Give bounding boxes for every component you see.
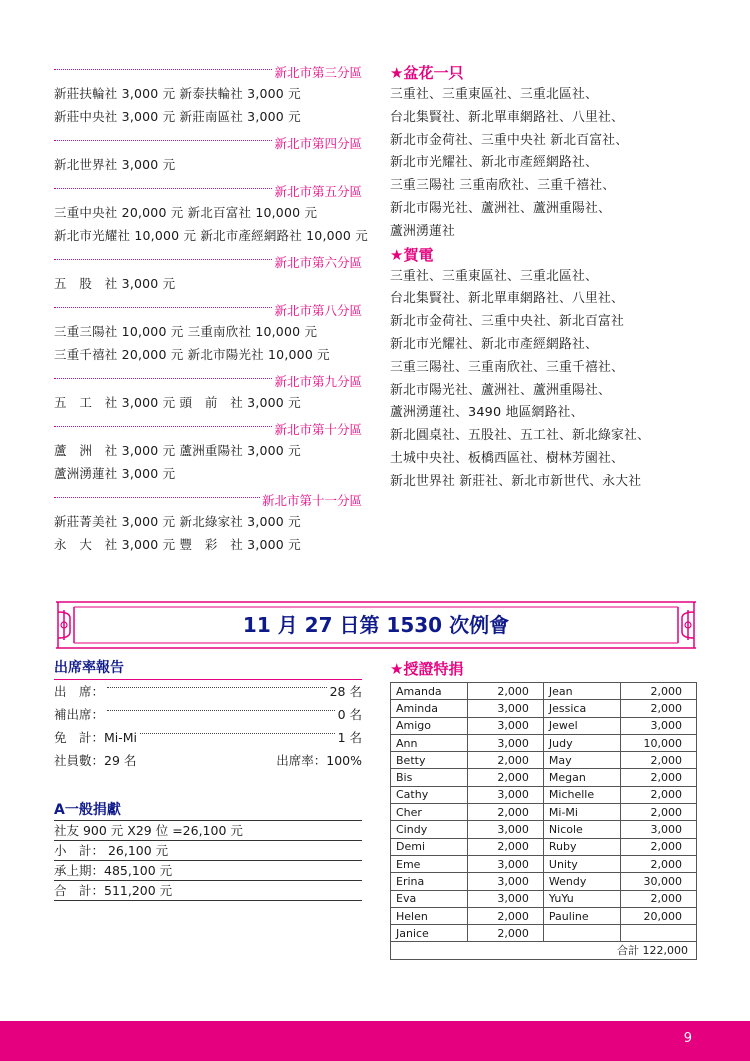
district-header [54, 252, 362, 272]
sponsor-name-cell: Cathy [391, 786, 468, 803]
sponsor-name-cell: YuYu [543, 890, 620, 907]
telegram-line: 蘆洲湧蓮社、3490 地區網路社、 [390, 405, 584, 421]
sponsor-name-cell: Mi-Mi [543, 804, 620, 821]
flowers-list [390, 84, 710, 244]
flowers-line: 三重社、三重東區社、三重北區社、 [390, 87, 598, 102]
telegram-line: 新北市金荷社、三重中央社、新北百富社 [390, 314, 624, 330]
sponsor-name-cell: May [543, 752, 620, 769]
table-row [391, 734, 697, 751]
meeting-banner [56, 598, 696, 652]
flowers-line: 蘆洲湧蓮社 [390, 223, 455, 239]
district-donation-line: 永 大 社 3,000 元 豐 彩 社 3,000 元 [54, 537, 301, 552]
dotted-leader [54, 259, 272, 260]
sponsor-amount-cell: 2,000 [468, 769, 543, 786]
sponsor-name-cell: Jean [543, 683, 620, 700]
district-block [54, 419, 362, 485]
telegram-list [390, 266, 710, 494]
sponsor-amount-cell: 2,000 [621, 804, 697, 821]
sponsor-amount-cell: 3,000 [468, 786, 543, 803]
district-name: 新北市第九分區 [274, 374, 362, 389]
page-number: 9 [683, 1031, 692, 1046]
sponsor-amount-cell: 2,000 [621, 890, 697, 907]
sponsor-amount-cell: 10,000 [621, 734, 697, 751]
district-block [54, 300, 362, 366]
district-header [54, 419, 362, 439]
district-block [54, 62, 362, 128]
donation-row: 承上期：485,100 元 [54, 861, 362, 881]
flowers-telegram-column [390, 62, 710, 494]
dotted-leader [54, 69, 272, 70]
table-row [391, 873, 697, 890]
sponsor-amount-cell: 2,000 [468, 838, 543, 855]
district-block [54, 490, 362, 556]
sponsor-amount-cell [621, 925, 697, 942]
sponsor-amount-cell: 3,000 [468, 717, 543, 734]
sponsor-name-cell: Aminda [391, 700, 468, 717]
district-donations [54, 62, 368, 561]
sponsor-name-cell: Judy [543, 734, 620, 751]
sponsor-amount-cell: 2,000 [621, 769, 697, 786]
district-donation-line: 新莊扶輪社 3,000 元 新泰扶輪社 3,000 元 [54, 86, 301, 101]
telegram-line: 台北集賢社、新北單車網路社、八里社、 [390, 291, 624, 307]
sponsor-amount-cell: 2,000 [468, 907, 543, 924]
district-donation-line: 新莊中央社 3,000 元 新莊南區社 3,000 元 [54, 109, 301, 124]
table-row [391, 717, 697, 734]
flowers-line: 新北市陽光社、蘆洲社、蘆洲重陽社、 [390, 200, 611, 216]
dotted-leader [54, 188, 272, 189]
sponsor-amount-cell: 3,000 [468, 873, 543, 890]
flowers-title: ★盆花一只 [390, 64, 464, 82]
table-row [391, 786, 697, 803]
flowers-line: 新北市光耀社、新北市產經網路社、 [390, 155, 598, 171]
sponsor-amount-cell: 3,000 [468, 734, 543, 751]
flowers-line: 台北集賢社、新北單車網路社、八里社、 [390, 109, 624, 125]
sponsor-amount-cell: 30,000 [621, 873, 697, 890]
sponsor-amount-cell: 2,000 [468, 925, 543, 942]
district-name: 新北市第五分區 [274, 184, 362, 199]
table-row [391, 700, 697, 717]
sponsor-amount-cell: 2,000 [468, 752, 543, 769]
telegram-line: 土城中央社、板橋西區社、樹林芳園社、 [390, 450, 624, 466]
exempt-row: 免 計：Mi-Mi 1 名 [54, 730, 362, 745]
sponsor-name-cell: Megan [543, 769, 620, 786]
district-header [54, 62, 362, 82]
sponsor-name-cell [543, 925, 620, 942]
table-row [391, 907, 697, 924]
district-name: 新北市第八分區 [274, 303, 362, 318]
meeting-title: 11 月 27 日第 1530 次例會 [242, 613, 510, 637]
telegram-line: 新北市光耀社、新北市產經網路社、 [390, 336, 598, 352]
general-donation [54, 800, 362, 901]
sponsor-name-cell: Unity [543, 855, 620, 872]
telegram-line: 三重三陽社、三重南欣社、三重千禧社、 [390, 359, 624, 375]
district-name: 新北市第十分區 [274, 422, 362, 437]
district-donation-line: 三重三陽社 10,000 元 三重南欣社 10,000 元 [54, 324, 318, 339]
footer-bar [0, 1021, 750, 1061]
district-header [54, 371, 362, 391]
sponsor-name-cell: Pauline [543, 907, 620, 924]
sponsor-name-cell: Eva [391, 890, 468, 907]
sponsor-name-cell: Cindy [391, 821, 468, 838]
district-header [54, 181, 362, 201]
district-donation-line: 五 工 社 3,000 元 頭 前 社 3,000 元 [54, 395, 301, 410]
district-donation-line: 蘆 洲 社 3,000 元 蘆洲重陽社 3,000 元 [54, 443, 301, 458]
sponsor-amount-cell: 2,000 [621, 855, 697, 872]
sponsor-name-cell: Erina [391, 873, 468, 890]
sponsor-name-cell: Jewel [543, 717, 620, 734]
sponsor-amount-cell: 3,000 [468, 890, 543, 907]
district-block [54, 133, 362, 176]
donation-title: A一般捐獻 [54, 802, 121, 818]
sponsor-table [390, 682, 697, 960]
table-row [391, 855, 697, 872]
table-total-row [391, 942, 697, 959]
charter-sponsorship [390, 658, 698, 960]
sponsor-name-cell: Bis [391, 769, 468, 786]
district-donation-line: 三重千禧社 20,000 元 新北市陽光社 10,000 元 [54, 347, 330, 362]
dotted-leader [54, 497, 260, 498]
district-name: 新北市第六分區 [274, 255, 362, 270]
dotted-leader [54, 307, 272, 308]
district-name: 新北市第十一分區 [261, 493, 362, 508]
dotted-leader [54, 426, 272, 427]
sponsor-amount-cell: 2,000 [621, 786, 697, 803]
sponsor-amount-cell: 20,000 [621, 907, 697, 924]
flowers-section [390, 62, 710, 244]
flowers-line: 三重三陽社 三重南欣社、三重千禧社、 [390, 178, 616, 194]
sponsor-amount-cell: 2,000 [468, 683, 543, 700]
makeup-row: 補出席： 0 名 [54, 707, 362, 722]
sponsor-name-cell: Cher [391, 804, 468, 821]
district-header [54, 300, 362, 320]
district-donation-line: 新北市光耀社 10,000 元 新北市產經網路社 10,000 元 [54, 228, 368, 243]
district-name: 新北市第三分區 [274, 65, 362, 80]
table-row [391, 769, 697, 786]
sponsor-name-cell: Amanda [391, 683, 468, 700]
sponsor-amount-cell: 3,000 [621, 821, 697, 838]
table-row [391, 683, 697, 700]
district-header [54, 133, 362, 153]
present-row: 出 席： 28 名 [54, 684, 362, 699]
telegram-line: 新北市陽光社、蘆洲社、蘆洲重陽社、 [390, 382, 611, 398]
table-row [391, 752, 697, 769]
district-donation-line: 三重中央社 20,000 元 新北百富社 10,000 元 [54, 205, 318, 220]
sponsor-title: ★授證特捐 [390, 660, 464, 678]
sponsor-name-cell: Janice [391, 925, 468, 942]
flowers-line: 新北市金荷社、三重中央社 新北百富社、 [390, 132, 629, 148]
table-row [391, 821, 697, 838]
district-header [54, 490, 362, 510]
telegram-line: 三重社、三重東區社、三重北區社、 [390, 268, 598, 284]
dotted-leader [54, 140, 272, 141]
telegram-section [390, 244, 710, 494]
district-donation-line: 蘆洲湧蓮社 3,000 元 [54, 466, 176, 481]
sponsor-name-cell: Ruby [543, 838, 620, 855]
sponsor-name-cell: Eme [391, 855, 468, 872]
sponsor-total: 合計 122,000 [391, 942, 697, 959]
district-donation-line: 新北世界社 3,000 元 [54, 157, 176, 172]
sponsor-name-cell: Betty [391, 752, 468, 769]
donation-table [54, 820, 362, 901]
telegram-title: ★賀電 [390, 245, 434, 264]
donation-row: 合 計：511,200 元 [54, 883, 173, 898]
sponsor-amount-cell: 2,000 [621, 752, 697, 769]
district-name: 新北市第四分區 [274, 136, 362, 151]
sponsor-name-cell: Wendy [543, 873, 620, 890]
district-donation-line: 新莊菁美社 3,000 元 新北綠家社 3,000 元 [54, 514, 301, 529]
sponsor-amount-cell: 2,000 [621, 700, 697, 717]
table-row [391, 804, 697, 821]
sponsor-amount-cell: 2,000 [621, 683, 697, 700]
attendance-report [54, 658, 362, 772]
donation-row: 小 計： 26,100 元 [54, 841, 362, 861]
sponsor-name-cell: Jessica [543, 700, 620, 717]
table-row [391, 890, 697, 907]
sponsor-amount-cell: 2,000 [468, 804, 543, 821]
sponsor-name-cell: Nicole [543, 821, 620, 838]
table-row [391, 838, 697, 855]
sponsor-amount-cell: 3,000 [621, 717, 697, 734]
district-block [54, 181, 368, 247]
sponsor-amount-cell: 2,000 [621, 838, 697, 855]
district-block [54, 371, 362, 414]
sponsor-amount-cell: 3,000 [468, 700, 543, 717]
sponsor-name-cell: Demi [391, 838, 468, 855]
sponsor-name-cell: Helen [391, 907, 468, 924]
telegram-line: 新北圓桌社、五股社、五工社、新北綠家社、 [390, 428, 650, 444]
attendance-title: 出席率報告 [54, 658, 362, 680]
sponsor-amount-cell: 3,000 [468, 855, 543, 872]
sponsor-name-cell: Ann [391, 734, 468, 751]
district-block [54, 252, 362, 295]
sponsor-name-cell: Amigo [391, 717, 468, 734]
sponsor-name-cell: Michelle [543, 786, 620, 803]
members-row: 社員數：29 名 出席率：100% [54, 753, 362, 768]
telegram-line: 新北世界社 新莊社、新北市新世代、永大社 [390, 473, 642, 489]
dotted-leader [54, 378, 272, 379]
district-donation-line: 五 股 社 3,000 元 [54, 276, 176, 291]
sponsor-amount-cell: 3,000 [468, 821, 543, 838]
donation-row: 社友 900 元 X29 位 =26,100 元 [54, 821, 362, 841]
table-row [391, 925, 697, 942]
